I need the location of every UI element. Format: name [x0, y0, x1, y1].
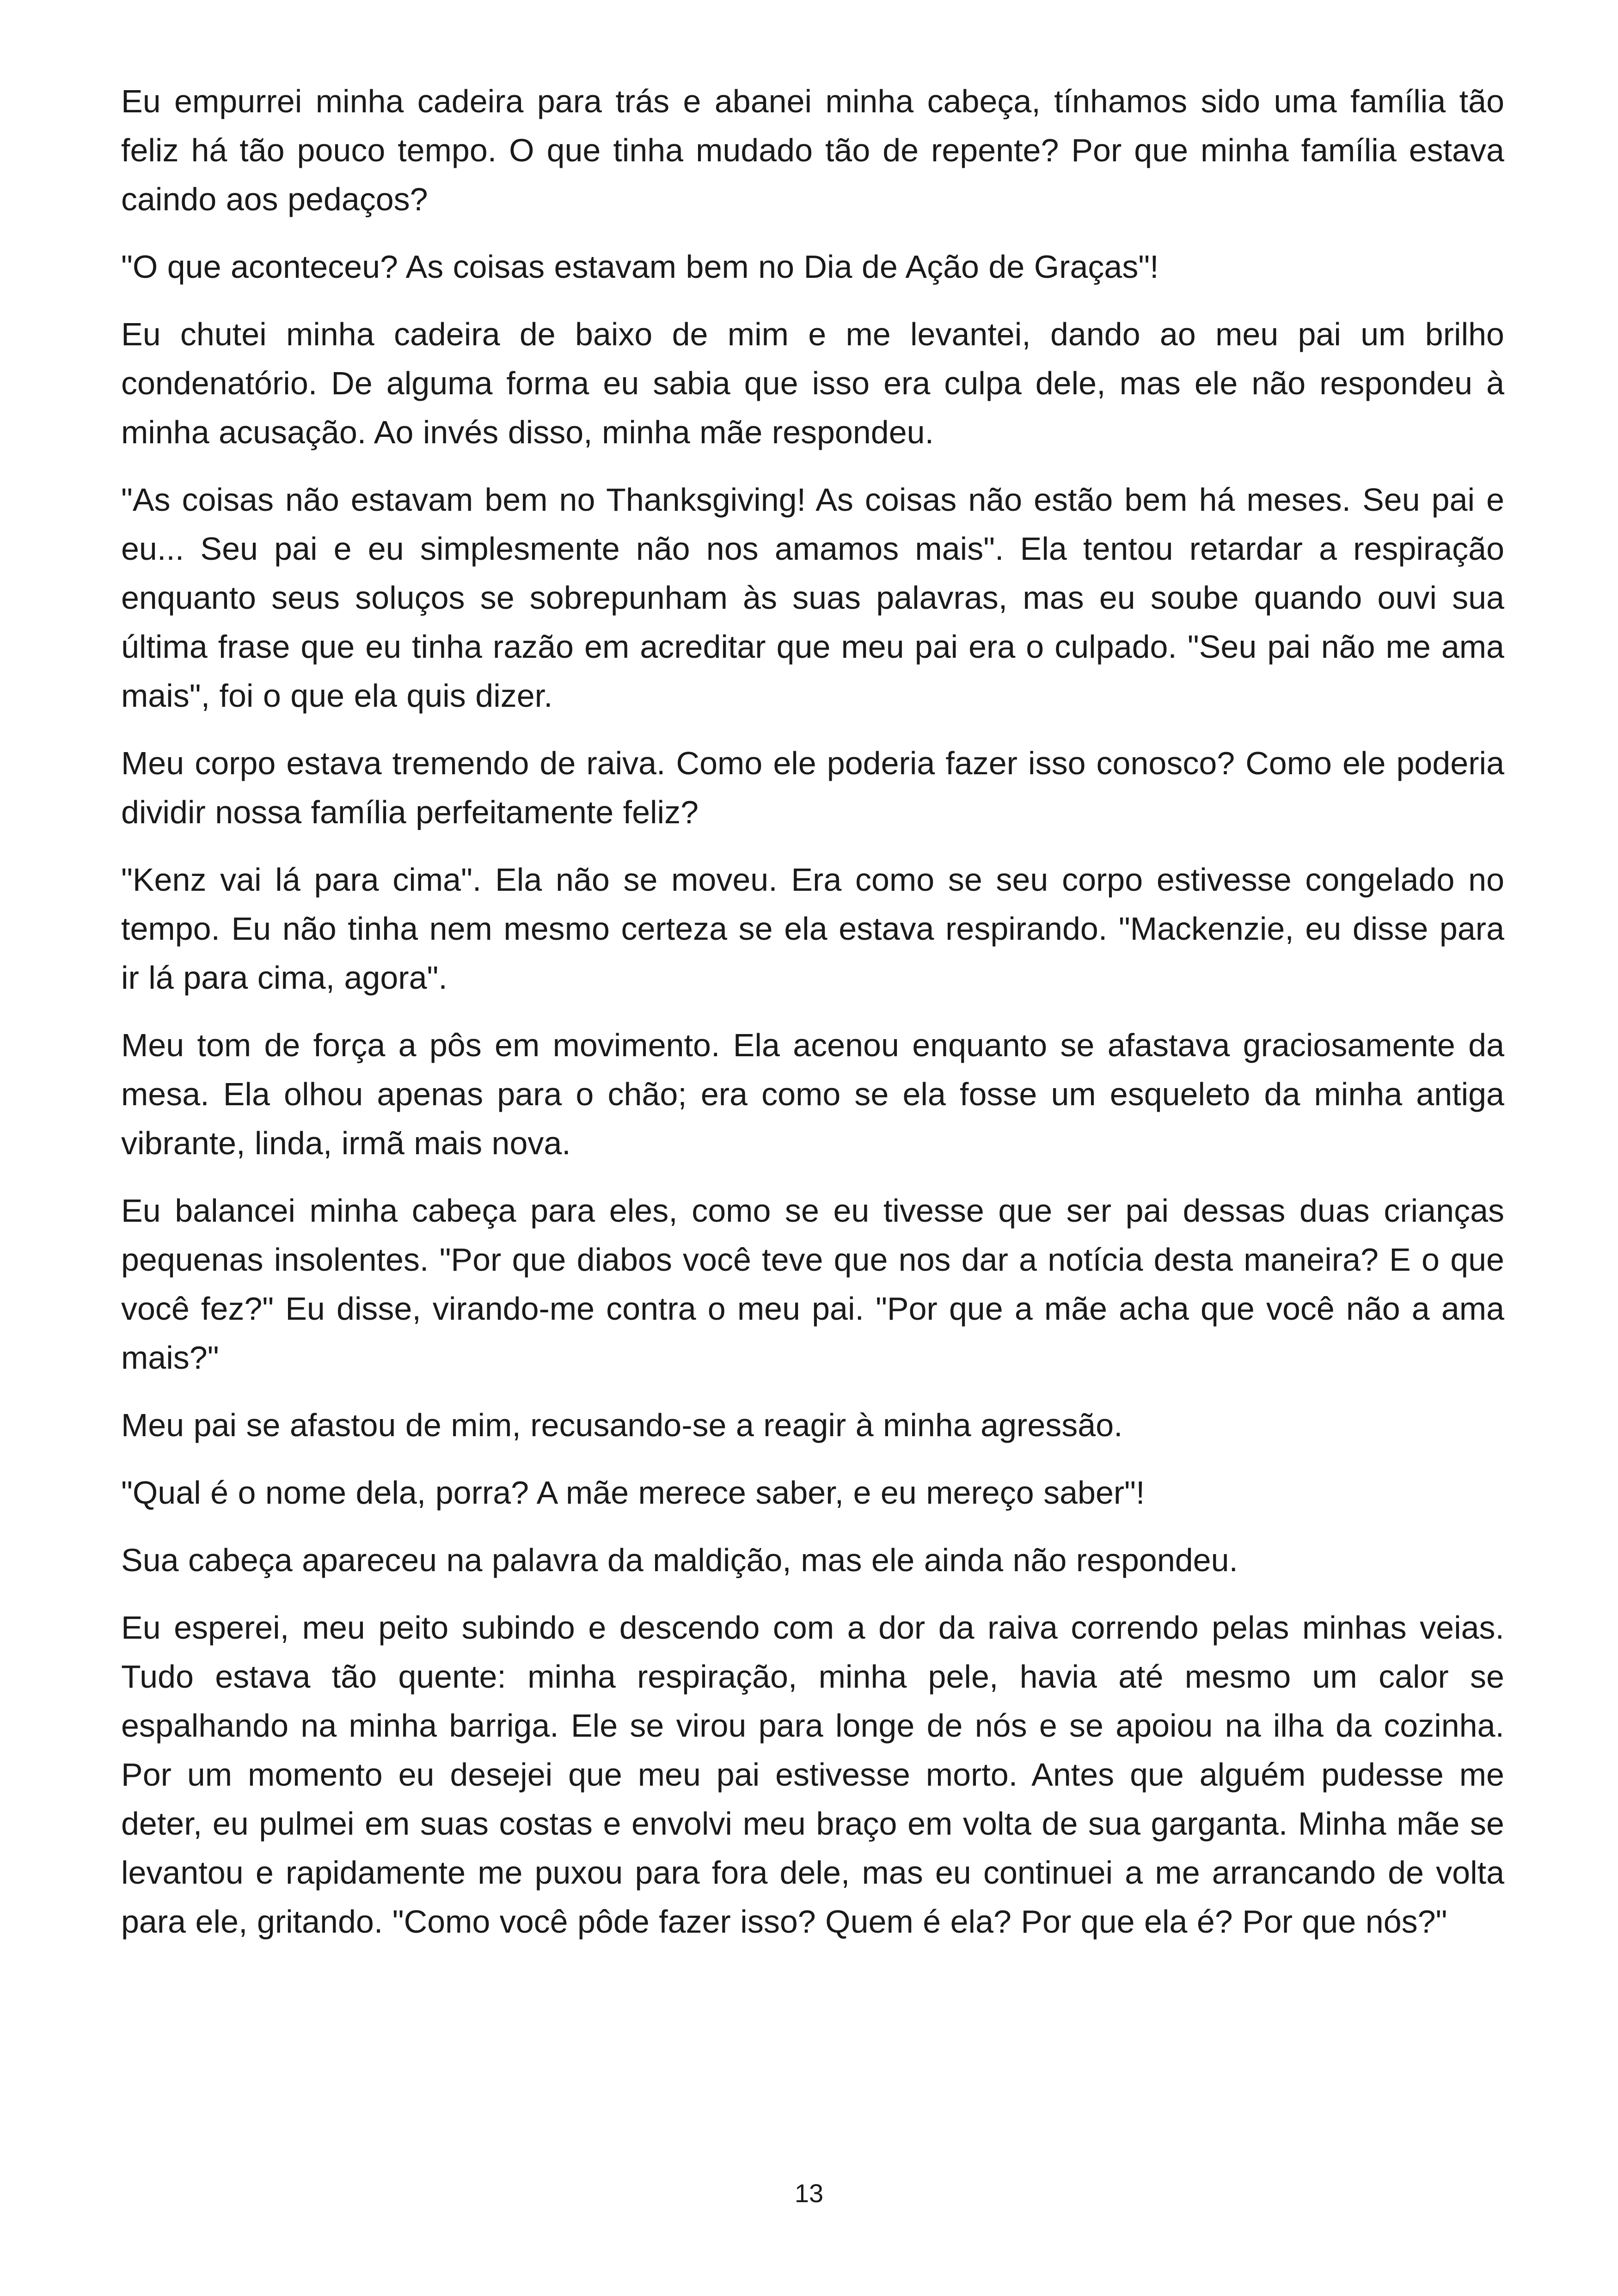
paragraph: "As coisas não estavam bem no Thanksgiving! As coisas não estão bem há meses. Seu pai e eu... Seu pai e eu simplesmente não nos amamos mais". Ela tentou retardar a respiração enquanto seus soluços se sobrepunham às suas palavras, mas eu soube quando ouvi sua última frase que eu tinha razão em acreditar que meu pai era o culpado. "Seu pai não me ama mais", foi o que ela quis dizer.	[121, 482, 1504, 714]
body-text	[121, 77, 1504, 1965]
paragraph: Eu esperei, meu peito subindo e descendo com a dor da raiva correndo pelas minhas veias. Tudo estava tão quente: minha respiração, minha pele, havia até mesmo um calor se espalhando na minha barriga. Ele se virou para longe de nós e se apoiou na ilha da cozinha. Por um momento eu desejei que meu pai estivesse morto. Antes que alguém pudesse me deter, eu pulmei em suas costas e envolvi meu braço em volta de sua garganta. Minha mãe se levantou e rapidamente me puxou para fora dele, mas eu continuei a me arrancando de volta para ele, gritando. "Como você pôde fazer isso? Quem é ela? Por que ela é? Por que nós?"	[121, 1610, 1504, 1940]
paragraph: Eu balancei minha cabeça para eles, como se eu tivesse que ser pai dessas duas crianças pequenas insolentes. "Por que diabos você teve que nos dar a notícia desta maneira? E o que você fez?" Eu disse, virando-me contra o meu pai. "Por que a mãe acha que você não a ama mais?"	[121, 1193, 1504, 1376]
paragraph: Meu pai se afastou de mim, recusando-se a reagir à minha agressão.	[121, 1407, 1123, 1443]
paragraph: Meu tom de força a pôs em movimento. Ela acenou enquanto se afastava graciosamente da mesa. Ela olhou apenas para o chão; era como se ela fosse um esqueleto da minha antiga vibrante, linda, irmã mais nova.	[121, 1027, 1504, 1161]
paragraph: Eu chutei minha cadeira de baixo de mim e me levantei, dando ao meu pai um brilho condenatório. De alguma forma eu sabia que isso era culpa dele, mas ele não respondeu à minha acusação. Ao invés disso, minha mãe respondeu.	[121, 316, 1504, 450]
paragraph: "Kenz vai lá para cima". Ela não se moveu. Era como se seu corpo estivesse congelado no tempo. Eu não tinha nem mesmo certeza se ela estava respirando. "Mackenzie, eu disse para ir lá para cima, agora".	[121, 862, 1504, 996]
paragraph: Eu empurrei minha cadeira para trás e abanei minha cabeça, tínhamos sido uma família tão feliz há tão pouco tempo. O que tinha mudado tão de repente? Por que minha família estava caindo aos pedaços?	[121, 83, 1504, 217]
paragraph: "Qual é o nome dela, porra? A mãe merece saber, e eu mereço saber"!	[121, 1475, 1145, 1511]
paragraph: Meu corpo estava tremendo de raiva. Como ele poderia fazer isso conosco? Como ele poderia dividir nossa família perfeitamente feliz?	[121, 745, 1504, 830]
page-number: 13	[794, 2179, 824, 2208]
paragraph: Sua cabeça apareceu na palavra da maldição, mas ele ainda não respondeu.	[121, 1542, 1238, 1578]
paragraph: "O que aconteceu? As coisas estavam bem no Dia de Ação de Graças"!	[121, 249, 1159, 285]
